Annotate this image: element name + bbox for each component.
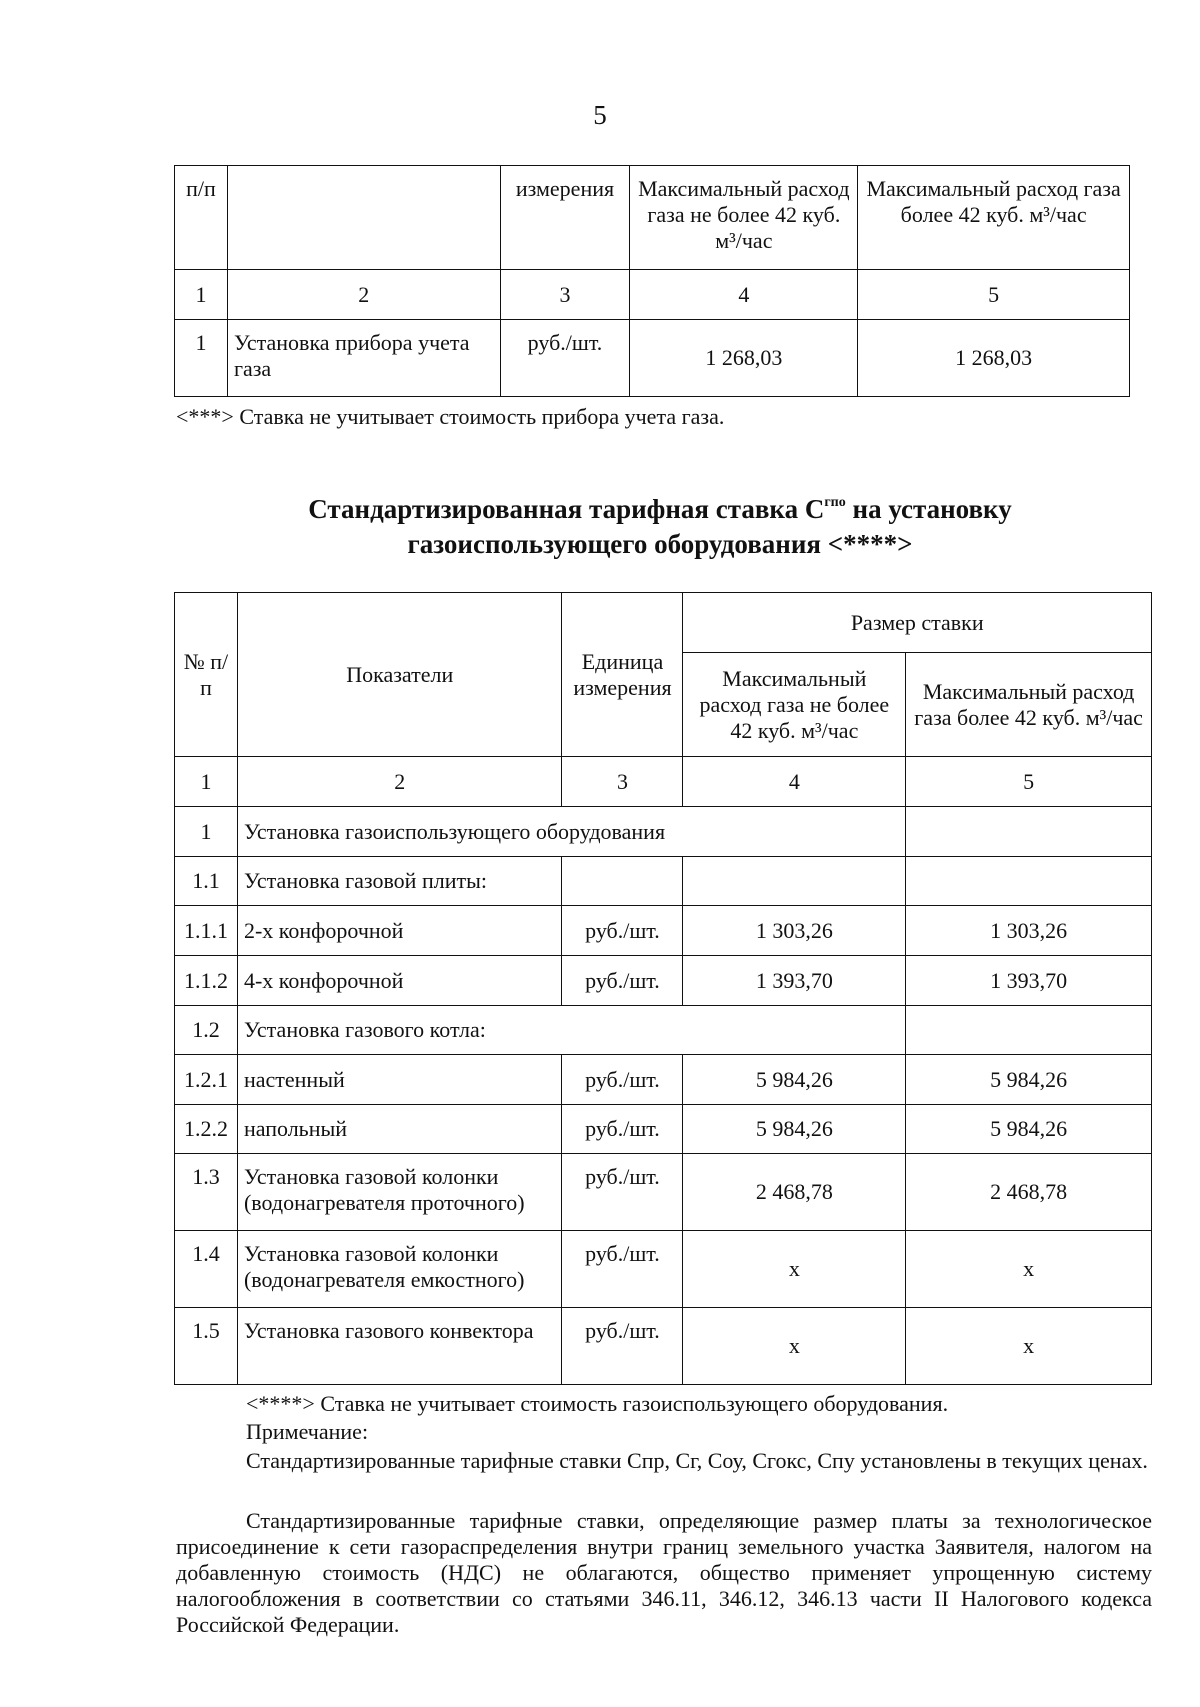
- row-name: Установка газовой плиты:: [237, 857, 562, 906]
- row-name: Установка газового котла:: [237, 1006, 905, 1055]
- header-num: № п/п: [175, 593, 238, 757]
- row-number: 1.2.2: [175, 1105, 238, 1154]
- row-value-small: 1 393,70: [683, 956, 906, 1006]
- header-cell: [227, 166, 500, 270]
- index-cell: 5: [906, 757, 1152, 807]
- table-header-row: [175, 166, 1130, 270]
- row-value-small: 2 468,78: [683, 1154, 906, 1231]
- note-label: Примечание:: [246, 1419, 369, 1444]
- row-name: Установка прибора учета газа: [227, 320, 500, 397]
- row-name: 2-х конфорочной: [237, 906, 562, 956]
- column-index-row: [175, 270, 1130, 320]
- table-row: [175, 956, 1152, 1006]
- row-value-large: [906, 857, 1152, 906]
- row-number: 1.1: [175, 857, 238, 906]
- row-value-small: 5 984,26: [683, 1105, 906, 1154]
- row-value-large: [906, 807, 1152, 857]
- title-line1-end: на установку: [845, 494, 1012, 524]
- row-number: 1.3: [175, 1154, 238, 1231]
- table-row: [175, 1105, 1152, 1154]
- header-col5: Максимальный расход газа более 42 куб. м³/час: [906, 653, 1152, 757]
- table-row: [175, 906, 1152, 956]
- row-value-large: 1 393,70: [906, 956, 1152, 1006]
- row-name: Установка газовой колонки (водонагревателя проточного): [237, 1154, 562, 1231]
- row-unit: руб./шт.: [562, 1055, 683, 1105]
- row-name: настенный: [237, 1055, 562, 1105]
- row-number: 1: [175, 807, 238, 857]
- header-unit: Единица измерения: [562, 593, 683, 757]
- table-row: [175, 857, 1152, 906]
- row-value-small: 1 303,26: [683, 906, 906, 956]
- index-cell: 3: [500, 270, 630, 320]
- row-value-large: 1 268,03: [858, 320, 1130, 397]
- vat-paragraph-text: Стандартизированные тарифные ставки, определяющие размер платы за технологическое присоединение к сети газораспределения внутри границ земельного участка Заявителя, налогом на добавленную стоимость (НДС) не облагаются, общество применяет упрощенную систему налогообложения в соответствии со статьями 346.11, 346.12, 346.13 части II Налогового кодекса Российской Федерации.: [176, 1508, 1152, 1637]
- index-cell: 5: [858, 270, 1130, 320]
- row-value-large: 5 984,26: [906, 1055, 1152, 1105]
- header-cell: измерения: [500, 166, 630, 270]
- table-row: [175, 1231, 1152, 1308]
- row-value-large: 2 468,78: [906, 1154, 1152, 1231]
- meter-install-table: [174, 165, 1130, 397]
- title-superscript: гпо: [824, 495, 846, 510]
- equipment-install-table: [174, 592, 1152, 1385]
- header-cell: Максимальный расход газа не более 42 куб. м³/час: [630, 166, 858, 270]
- index-cell: 2: [237, 757, 562, 807]
- note-paragraph: [176, 1448, 1152, 1474]
- page-number: 5: [593, 100, 607, 130]
- row-unit: [562, 857, 683, 906]
- table-row: [175, 1154, 1152, 1231]
- row-value-large: 5 984,26: [906, 1105, 1152, 1154]
- row-unit: руб./шт.: [562, 906, 683, 956]
- table-row: [175, 807, 1152, 857]
- index-cell: 4: [683, 757, 906, 807]
- row-number: 1: [175, 320, 228, 397]
- row-unit: руб./шт.: [500, 320, 630, 397]
- row-unit: руб./шт.: [562, 1308, 683, 1385]
- row-value-large: [906, 1006, 1152, 1055]
- index-cell: 2: [227, 270, 500, 320]
- index-cell: 3: [562, 757, 683, 807]
- table-header-row: [175, 593, 1152, 653]
- row-name: Установка газовой колонки (водонагревателя емкостного): [237, 1231, 562, 1308]
- index-cell: 4: [630, 270, 858, 320]
- footnote-meter: <***> Ставка не учитывает стоимость прибора учета газа.: [176, 404, 725, 429]
- row-value-large: х: [906, 1231, 1152, 1308]
- row-unit: руб./шт.: [562, 1154, 683, 1231]
- row-name: 4-х конфорочной: [237, 956, 562, 1006]
- row-value-small: х: [683, 1231, 906, 1308]
- header-cell: Максимальный расход газа более 42 куб. м³/час: [858, 166, 1130, 270]
- row-unit: руб./шт.: [562, 1231, 683, 1308]
- row-number: 1.1.1: [175, 906, 238, 956]
- header-col4: Максимальный расход газа не более 42 куб. м³/час: [683, 653, 906, 757]
- header-cell: п/п: [175, 166, 228, 270]
- row-value-small: 5 984,26: [683, 1055, 906, 1105]
- section-title: [0, 492, 1200, 562]
- row-value-large: х: [906, 1308, 1152, 1385]
- table-row: [175, 1308, 1152, 1385]
- row-value-small: х: [683, 1308, 906, 1385]
- row-unit: руб./шт.: [562, 1105, 683, 1154]
- row-value-small: 1 268,03: [630, 320, 858, 397]
- row-value-small: [683, 857, 906, 906]
- row-unit: руб./шт.: [562, 956, 683, 1006]
- row-name: Установка газового конвектора: [237, 1308, 562, 1385]
- index-cell: 1: [175, 270, 228, 320]
- header-group-rate: Размер ставки: [683, 593, 1152, 653]
- table-row: [175, 1006, 1152, 1055]
- row-name: напольный: [237, 1105, 562, 1154]
- title-line2: газоиспользующего оборудования <****>: [407, 529, 913, 559]
- row-number: 1.2: [175, 1006, 238, 1055]
- index-cell: 1: [175, 757, 238, 807]
- column-index-row: [175, 757, 1152, 807]
- row-value-large: 1 303,26: [906, 906, 1152, 956]
- row-number: 1.1.2: [175, 956, 238, 1006]
- row-number: 1.2.1: [175, 1055, 238, 1105]
- note-paragraph-text: Стандартизированные тарифные ставки Спр, Сг, Соу, Сгокс, Спу установлены в текущих ценах.: [246, 1448, 1148, 1473]
- row-number: 1.5: [175, 1308, 238, 1385]
- vat-paragraph: [176, 1508, 1152, 1638]
- table-row: [175, 320, 1130, 397]
- row-name: Установка газоиспользующего оборудования: [237, 807, 905, 857]
- title-line1: Стандартизированная тарифная ставка С: [308, 494, 825, 524]
- footnote-equipment: <****> Ставка не учитывает стоимость газоиспользующего оборудования.: [246, 1391, 949, 1416]
- row-number: 1.4: [175, 1231, 238, 1308]
- table-row: [175, 1055, 1152, 1105]
- header-name: Показатели: [237, 593, 562, 757]
